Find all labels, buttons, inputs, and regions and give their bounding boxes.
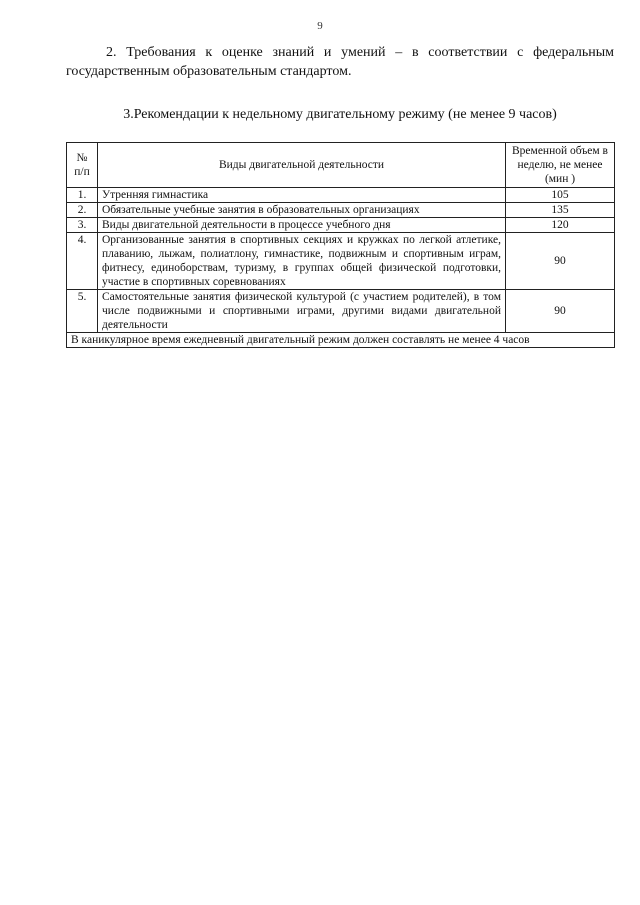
table-footer-row (67, 333, 615, 348)
table-row (67, 290, 615, 333)
row-activity: Виды двигательной деятельности в процессе учебного дня (98, 218, 506, 233)
header-num: № п/п (67, 143, 98, 188)
row-num: 3. (67, 218, 98, 233)
row-num: 4. (67, 233, 98, 290)
row-activity: Обязательные учебные занятия в образовательных организациях (98, 203, 506, 218)
row-time: 120 (506, 218, 615, 233)
row-num: 1. (67, 188, 98, 203)
row-activity: Самостоятельные занятия физической культурой (с участием родителей), в том числе подвижными и спортивными играми, другими видами двигательной деятельности (98, 290, 506, 333)
header-time-volume: Временной объем в неделю, не менее (мин ) (506, 143, 615, 188)
row-activity: Утренняя гимнастика (98, 188, 506, 203)
table-row (67, 233, 615, 290)
section-3-heading: 3.Рекомендации к недельному двигательному режиму (не менее 9 часов) (123, 107, 557, 122)
section-2-paragraph: 2. Требования к оценке знаний и умений – в соответствии с федеральным государственным образовательным стандартом. (66, 45, 614, 79)
table-header-row (67, 143, 615, 188)
table-row (67, 218, 615, 233)
weekly-activity-table (66, 142, 615, 348)
table-row (67, 203, 615, 218)
row-time: 135 (506, 203, 615, 218)
page-number: 9 (317, 20, 323, 32)
header-activity-type: Виды двигательной деятельности (98, 143, 506, 188)
row-time: 105 (506, 188, 615, 203)
row-num: 2. (67, 203, 98, 218)
row-num: 5. (67, 290, 98, 333)
row-time: 90 (506, 233, 615, 290)
row-time: 90 (506, 290, 615, 333)
row-activity: Организованные занятия в спортивных секциях и кружках по легкой атлетике, плаванию, лыжам, полиатлону, гимнастике, подвижным и спортивным играм, фитнесу, единоборствам, туризму, в группах общей физической подготовки, участие в спортивных соревнованиях (98, 233, 506, 290)
holiday-note: В каникулярное время ежедневный двигательный режим должен составлять не менее 4 часов (67, 333, 615, 348)
table-row (67, 188, 615, 203)
